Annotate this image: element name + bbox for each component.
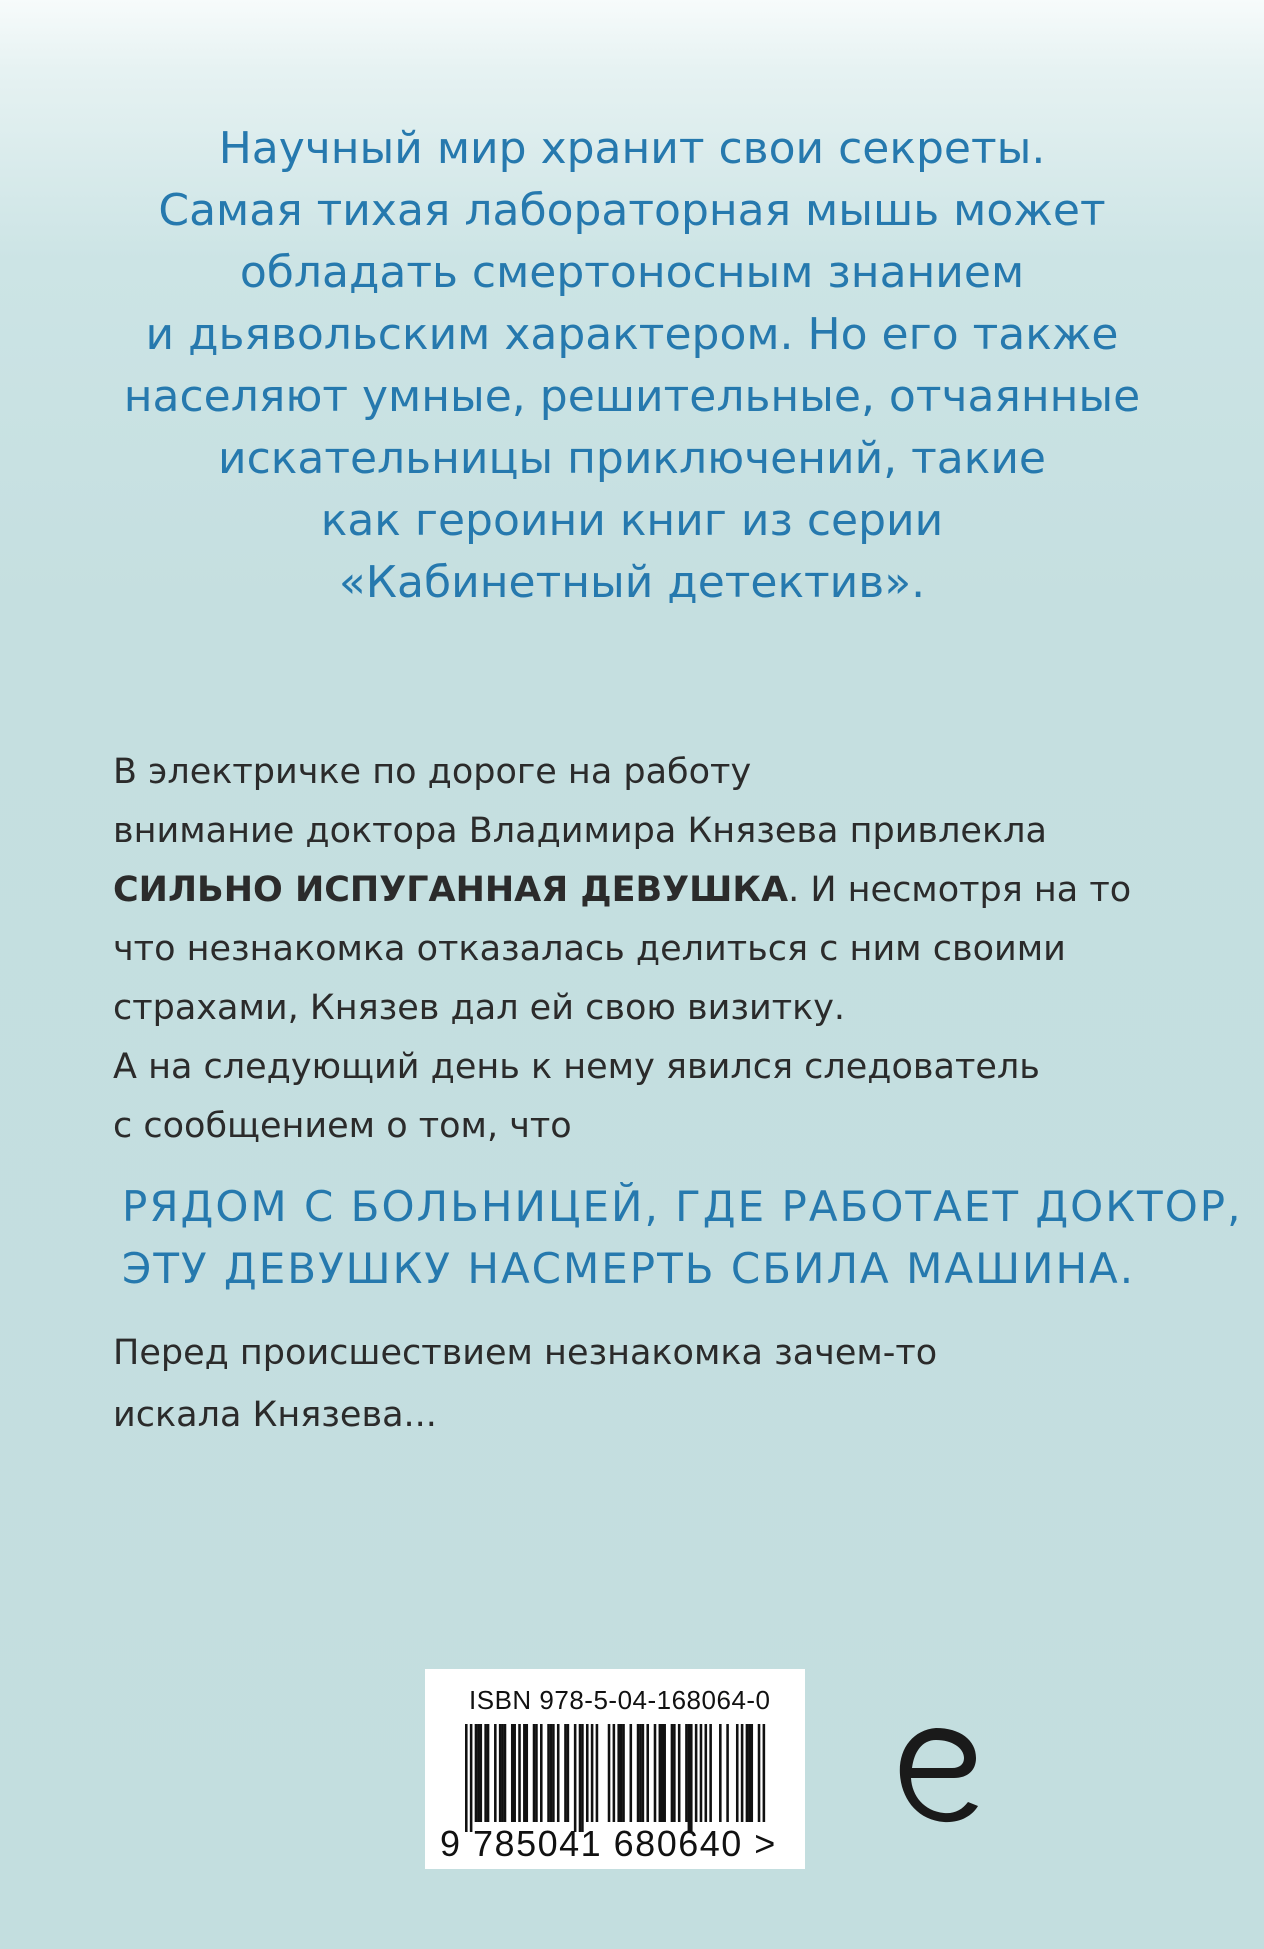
barcode-bar [511,1724,514,1822]
description-paragraph [113,743,1153,1156]
barcode-bar [550,1724,553,1822]
barcode-bar [758,1724,761,1822]
intro-line: как героини книг из серии [320,495,944,546]
barcode-bar [750,1724,753,1822]
barcode-bar [487,1724,490,1822]
barcode-bar [581,1724,584,1832]
description-line: А на следующий день к нему явился следователь [113,1047,1040,1087]
barcode-digits: 9 785041 680640 > [440,1823,777,1864]
barcode-bar [567,1724,570,1822]
barcode-bar [654,1724,657,1822]
barcode-bar [630,1724,633,1822]
outro-paragraph [113,1322,1153,1446]
barcode-bar [695,1724,698,1822]
barcode-bar [663,1724,666,1822]
barcode-bar [465,1724,468,1832]
barcode-bar [688,1724,691,1832]
barcode-bar [685,1724,688,1822]
intro-line: Научный мир хранит свои секреты. [218,123,1046,174]
outro-line: Перед происшествием незнакомка зачем-то [113,1333,938,1373]
barcode-bar [639,1724,642,1822]
barcode-bar [748,1724,751,1822]
barcode-bar [671,1724,674,1822]
barcode-bar [574,1724,577,1832]
barcode-bar [673,1724,676,1822]
barcode-bar [613,1724,616,1822]
description-line [113,861,1153,920]
description-line: В электричке по дороге на работу [113,752,752,792]
intro-line: Самая тихая лабораторная мышь может [158,185,1106,236]
intro-paragraph [60,118,1204,614]
barcode-bar [533,1724,536,1822]
highlight-line: РЯДОМ С БОЛЬНИЦЕЙ, ГДЕ РАБОТАЕТ ДОКТОР, [122,1182,1243,1231]
barcode-bar [586,1724,589,1822]
barcode-bar [591,1724,594,1822]
highlight-statement [122,1176,1243,1300]
barcode-bar [661,1724,664,1822]
barcode-bar [523,1724,526,1822]
description-line: страхами, Князев дал ей свою визитку. [113,988,846,1028]
barcode-bar [726,1724,729,1822]
description-line-rest: . И несмотря на то [788,870,1132,910]
emphasis-text: СИЛЬНО ИСПУГАННАЯ ДЕВУШКА [113,870,789,910]
barcode-bar [746,1724,749,1822]
barcode-bar [705,1724,708,1822]
barcode-bar [622,1724,625,1822]
isbn-label: ISBN 978-5-04-168064-0 [469,1685,771,1715]
barcode-bar [540,1724,543,1822]
description-line: внимание доктора Владимира Князева привлекла [113,811,1047,851]
barcode-bar [475,1724,478,1822]
barcode-bar [518,1724,521,1822]
barcode-bar [637,1724,640,1822]
description-line: что незнакомка отказалась делиться с ним своими [113,929,1066,969]
barcode-bar [620,1724,623,1822]
barcode-bar [552,1724,555,1822]
highlight-line: ЭТУ ДЕВУШКУ НАСМЕРТЬ СБИЛА МАШИНА. [122,1244,1136,1293]
barcode-bar [646,1724,649,1822]
barcode-bar [557,1724,560,1822]
barcode-bar [690,1724,693,1832]
outro-line: искала Князева... [113,1395,437,1435]
intro-line: и дьявольским характером. Но его также [145,309,1119,360]
barcode-bar [736,1724,739,1822]
intro-line: «Кабинетный детектив». [338,557,926,608]
barcode-bar [596,1724,599,1822]
intro-line: искательницы приключений, такие [218,433,1046,484]
intro-line: обладать смертоносным знанием [239,247,1025,298]
barcode-bar [741,1724,744,1822]
barcode-bar [642,1724,645,1822]
intro-line: населяют умные, решительные, отчаянные [123,371,1141,422]
barcode-bar [501,1724,504,1822]
barcode-bar [547,1724,550,1822]
barcode-bar [709,1724,712,1822]
barcode-bar [535,1724,538,1822]
isbn-barcode [425,1669,805,1869]
barcode-bar [564,1724,567,1822]
description-line: с сообщением о том, что [113,1106,572,1146]
barcode-bar [470,1724,473,1832]
barcode-bar [484,1724,487,1822]
barcode-bar [499,1724,502,1822]
barcode-bar [659,1724,662,1822]
barcode-bar [480,1724,483,1822]
barcode-bar [719,1724,722,1822]
barcode-bar [678,1724,681,1822]
barcode-bar [525,1724,528,1822]
barcode-bar [579,1724,582,1832]
barcode-bar [608,1724,611,1822]
barcode-bar [504,1724,507,1822]
barcode-bar [513,1724,516,1822]
barcode-bar [763,1724,766,1822]
barcode-bar [700,1724,703,1822]
barcode-bar [617,1724,620,1822]
barcode-bar [477,1724,480,1822]
barcode-bar [494,1724,497,1822]
publisher-logo-icon [892,1720,982,1830]
